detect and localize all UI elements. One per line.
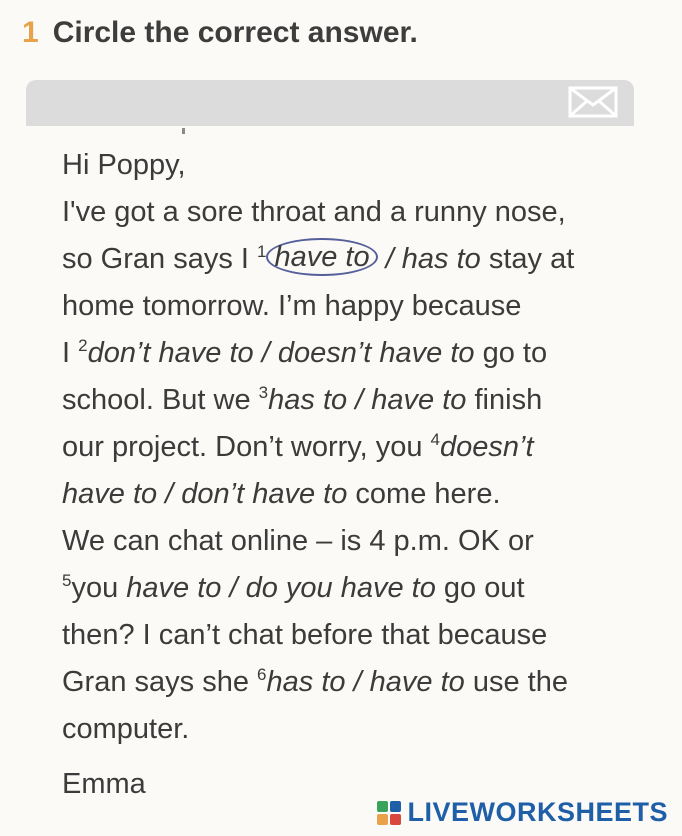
answer-3-choices[interactable]: has to / have to [268, 384, 467, 416]
line-4: I $^2$don’t have to / doesn’t have to go to [62, 336, 548, 369]
gap-number-4: 4 [430, 430, 441, 449]
line-11: Gran says she $^6$has to / have to use the [62, 665, 568, 698]
email-header-bar [26, 80, 634, 126]
gap-number-5: 5 [62, 571, 72, 590]
envelope-icon [568, 86, 618, 118]
logo-tile-blue [390, 801, 401, 812]
gap-number-6: 6 [257, 665, 267, 684]
line-6: our project. Don’t worry, you $^4$doesn’t [62, 430, 534, 463]
line-3: home tomorrow. I’m happy because [62, 290, 522, 322]
answer-6-choices[interactable]: has to / have to [266, 666, 465, 698]
scan-mark [182, 128, 185, 134]
answer-2-choices[interactable]: don’t have to / doesn’t have to [87, 337, 475, 369]
gap-number-1: 1 [257, 242, 267, 261]
line-9: $^5$you have to / do you have to go out [62, 571, 525, 604]
logo-text: LIVEWORKSHEETS [407, 797, 668, 827]
gap-number-3: 3 [258, 383, 269, 402]
answer-4-choices-end[interactable]: have to / don’t have to [62, 478, 348, 510]
logo-tile-orange [377, 814, 388, 825]
line-1: I've got a sore throat and a runny nose, [62, 196, 566, 228]
liveworksheets-logo [377, 797, 668, 828]
signoff: Emma [62, 768, 146, 800]
line-12: computer. [62, 713, 190, 745]
exercise-heading [22, 16, 418, 50]
line-10: then? I can’t chat before that because [62, 619, 548, 651]
logo-tile-red [390, 814, 401, 825]
email-body [62, 142, 662, 808]
line-7: have to / don’t have to come here. [62, 478, 501, 510]
exercise-instruction: Circle the correct answer. [52, 16, 418, 49]
answer-1-alternative[interactable]: / has to [377, 243, 481, 275]
line-5: school. But we $^3$has to / have to finish [62, 383, 543, 416]
greeting: Hi Poppy, [62, 149, 186, 181]
answer-4-choices-start[interactable]: doesn’t [440, 431, 534, 463]
gap-number-2: 2 [78, 336, 88, 355]
answer-1-circled[interactable]: have to [266, 238, 377, 276]
answer-5-choices[interactable]: have to / do you have to [126, 572, 436, 604]
logo-mark-icon [377, 801, 401, 825]
exercise-number: 1 [22, 16, 39, 49]
logo-tile-green [377, 801, 388, 812]
line-2: so Gran says I $^1$ have to / has to stay at [62, 236, 662, 283]
line-8: We can chat online – is 4 p.m. OK or [62, 525, 534, 557]
